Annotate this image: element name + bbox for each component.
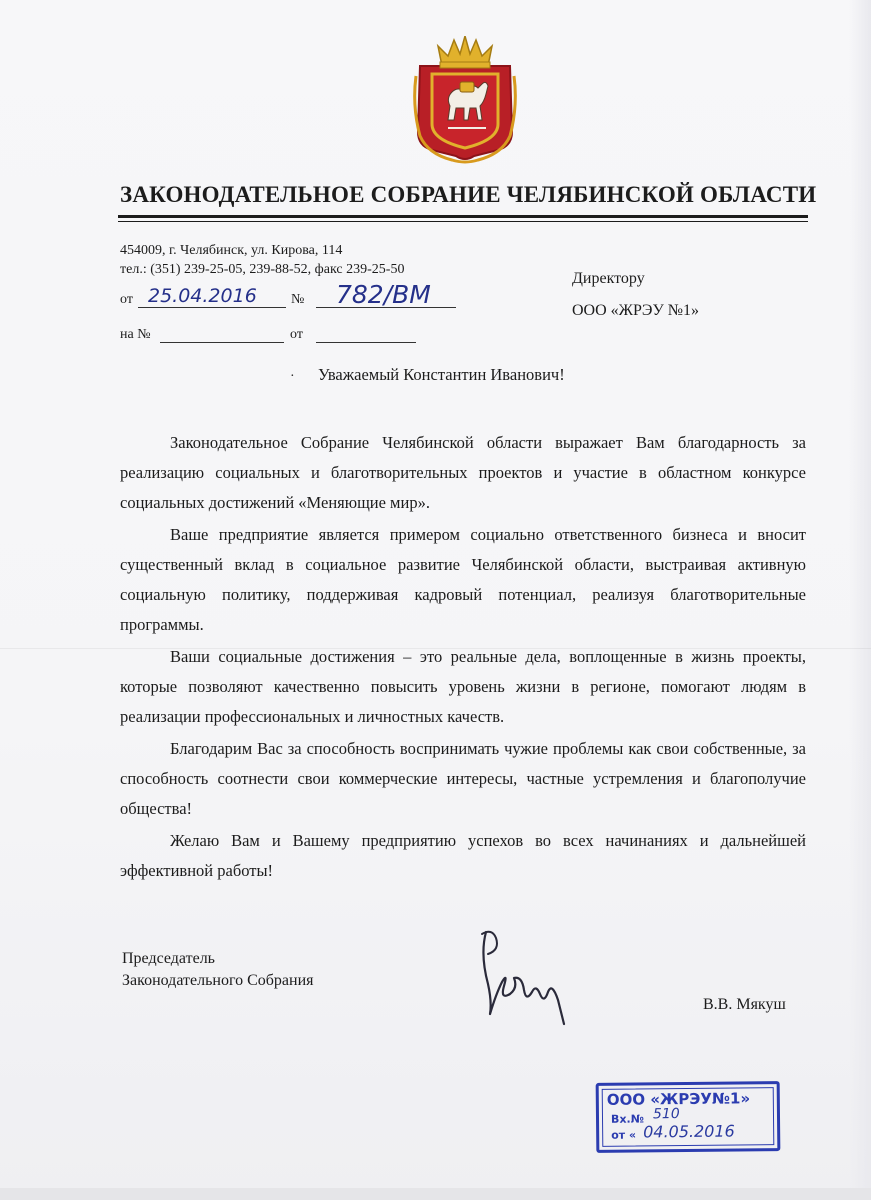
address-line: 454009, г. Челябинск, ул. Кирова, 114 — [120, 243, 343, 258]
registration-stamp — [596, 1081, 781, 1153]
from-label: от — [120, 292, 133, 307]
scan-speck: · — [290, 369, 295, 384]
phone-line: тел.: (351) 239-25-05, 239-88-52, факс 239-25-50 — [120, 262, 405, 277]
letter-body — [120, 428, 806, 888]
reply-date-blank — [316, 342, 416, 343]
addressee-organization: ООО «ЖРЭУ №1» — [572, 302, 700, 319]
greeting: Уважаемый Константин Иванович! — [318, 365, 565, 384]
signatory-title-line2: Законодательного Собрания — [122, 972, 314, 989]
reply-to-label: на № — [120, 327, 151, 342]
addressee-title: Директору — [572, 270, 645, 287]
body-paragraph-1: Законодательное Собрание Челябинской области выражает Вам благодарность за реализацию социальных и благотворительных проектов и участие в областном конкурсе социальных достижений «Меняющие мир». — [120, 433, 806, 512]
paper-edge-shadow — [849, 0, 871, 1200]
header-rule-thick — [118, 215, 808, 218]
date-blank — [138, 307, 286, 308]
body-paragraph-3: Ваши социальные достижения – это реальные дела, воплощенные в жизнь проекты, которые позволяют качественно повысить уровень жизни в регионе, помогают людям в реализации профессиональных и личностных качеств. — [120, 647, 806, 726]
body-paragraph-4: Благодарим Вас за способность воспринимать чужие проблемы как свои собственные, за способность соотнести свои коммерческие интересы, частные устремления и благополучие общества! — [120, 739, 806, 818]
outgoing-number: 782/ВМ — [336, 280, 431, 309]
organization-title: ЗАКОНОДАТЕЛЬНОЕ СОБРАНИЕ ЧЕЛЯБИНСКОЙ ОБЛАСТИ — [120, 182, 817, 207]
outgoing-date: 25.04.2016 — [148, 285, 257, 307]
number-label: № — [291, 292, 305, 307]
stamp-date: 04.05.2016 — [643, 1121, 735, 1142]
coat-of-arms-icon — [412, 36, 518, 164]
reply-number-blank — [160, 342, 284, 343]
signatory-name: В.В. Мякуш — [703, 996, 786, 1013]
stamp-organization: ООО «ЖРЭУ№1» — [606, 1089, 751, 1109]
header-rule-thin — [118, 221, 808, 222]
reply-from-label: от — [290, 327, 303, 342]
stamp-incoming-number: 510 — [652, 1106, 680, 1123]
scan-bottom-edge — [0, 1188, 871, 1200]
signatory-title-line1: Председатель — [122, 950, 215, 967]
handwritten-signature — [474, 924, 584, 1034]
stamp-date-label: от « — [611, 1128, 637, 1142]
body-paragraph-2: Ваше предприятие является примером социально ответственного бизнеса и вносит существенный вклад в социальное развитие Челябинской области, выстраивая активную социальную политику, поддерживая кадровый потенциал, реализуя благотворительные программы. — [120, 525, 806, 634]
stamp-incoming-label: Вх.№ — [610, 1112, 644, 1126]
body-paragraph-5: Желаю Вам и Вашему предприятию успехов во всех начинаниях и дальнейшей эффективной работы! — [120, 831, 806, 880]
